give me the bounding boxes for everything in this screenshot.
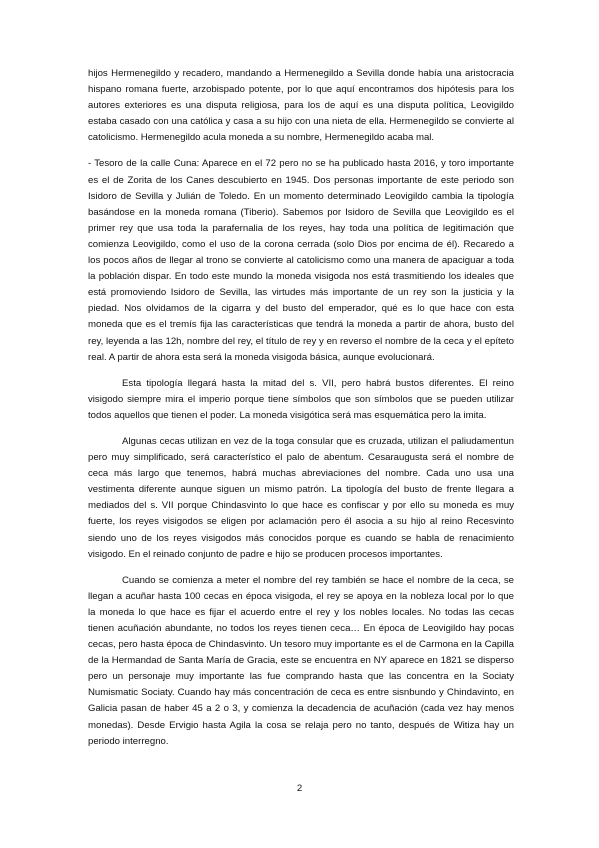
paragraph-tesoro-calle-cuna: - Tesoro de la calle Cuna: Aparece en el 72 pero no se ha publicado hasta 2016, y toro importante es el de Zorita de los Canes descubierto en 1945. Dos personas importante de este periodo son Isidoro de Sevilla y Julián de Toledo. En un momento determinado Leovigildo cambia la tipología basándose en la moneda romana (Tiberio). Sabemos por Isidoro de Sevilla que Leovigildo es el primer rey que usa toda la parafernalia de los reyes, hay toda una política de legitimación que comienza Leovigildo, como el uso de la corona cerrada (solo Dios por encima de él). Recaredo a los pocos años de llegar al trono se convierte al catolicismo como una manera de apaciguar a toda la población dispar. En todo este mundo la moneda visigoda nos está trasmitiendo los ideales que está promoviendo Isidoro de Sevilla, las virtudes más importante de un rey son la justicia y la piedad. Nos olvidamos de la cigarra y del busto del emperador, qué es lo que hace con esta moneda que es el tremís fija las características que tendrá la moneda a partir de ahora, busto del rey, leyenda a las 12h, nombre del rey, el título de rey y en reverso el nombre de la ceca y el epíteto real. A partir de ahora esta será la moneda visigoda básica, aunque evolucionará. xyxy=(88,158,514,363)
paragraph-cecas-toga: Algunas cecas utilizan en vez de la toga consular que es cruzada, utilizan el paliudamentun pero muy simplificado, será característico el palo de abentum. Cesaraugusta será el nombre de ceca más largo que tenemos, habrá muchas abreviaciones del nombre. Cada uno usa una vestimenta diferente aunque siguen un mismo patrón. La tipología del busto de frente llegara a mediados del s. VII porque Chindasvinto lo que hace es confiscar y por ello su moneda es muy fuerte, los reyes visigodos se eligen por aclamación pero él asocia a su hijo al reino Recesvinto siendo uno de los reyes visigodos más conocidos porque es cuando se habla de renacimiento visigodo. En el reinado conjunto de padre e hijo se producen procesos importantes. xyxy=(88,435,514,560)
paragraph-nombre-ceca: Cuando se comienza a meter el nombre del rey también se hace el nombre de la ceca, se llegan a acuñar hasta 100 cecas en época visigoda, el rey se apoya en la nobleza local por lo que la moneda lo que hace es fijar el acuerdo entre el rey y los nobles locales. No todas las cecas tienen acuñación abundante, no todos los reyes tienen ceca… En época de Leovigildo hay pocas cecas, pero hasta época de Chindasvinto. Un tesoro muy importante es el de Carmona en la Capilla de la Hermandad de Santa María de Gracia, este se encuentra en NY aparece en 1821 se disperso pero un personaje muy importante las fue comprando hasta que las concentra en la Sociaty Numismatic Sociaty. Cuando hay más concentración de ceca es entre sisnbundo y Chindavinto, en Galicia pasan de haber 45 a 2 o 3, y comienza la decadencia de acuñación (cada vez hay menos monedas). Desde Ervigio hasta Agila la cosa se relaja pero no tanto, después de Witiza hay un periodo interregno. xyxy=(88,574,514,747)
paragraph-tipologia: Esta tipología llegará hasta la mitad del s. VII, pero habrá bustos diferentes. El reino visigodo siempre mira el imperio porque tiene símbolos que son símbolos que se pueden utilizar todos aquellos que tienen el poder. La moneda visigótica será mas esquemática pero la imita. xyxy=(88,377,514,421)
page-number: 2 xyxy=(296,783,303,794)
page-body xyxy=(88,66,514,760)
paragraph-hermenegildo: hijos Hermenegildo y recadero, mandando a Hermenegildo a Sevilla donde había una aristocracia hispano romana fuerte, arzobispado potente, por lo que aquí encontramos dos hipótesis para los autores exteriores es una disputa religiosa, para los de aquí es una disputa política, Leovigildo estaba casado con una católica y casa a su hijo con una nieta de ella. Hermenegildo se convierte al catolicismo. Hermenegildo acula moneda a su nombre, Hermenegildo acaba mal. xyxy=(88,68,514,144)
